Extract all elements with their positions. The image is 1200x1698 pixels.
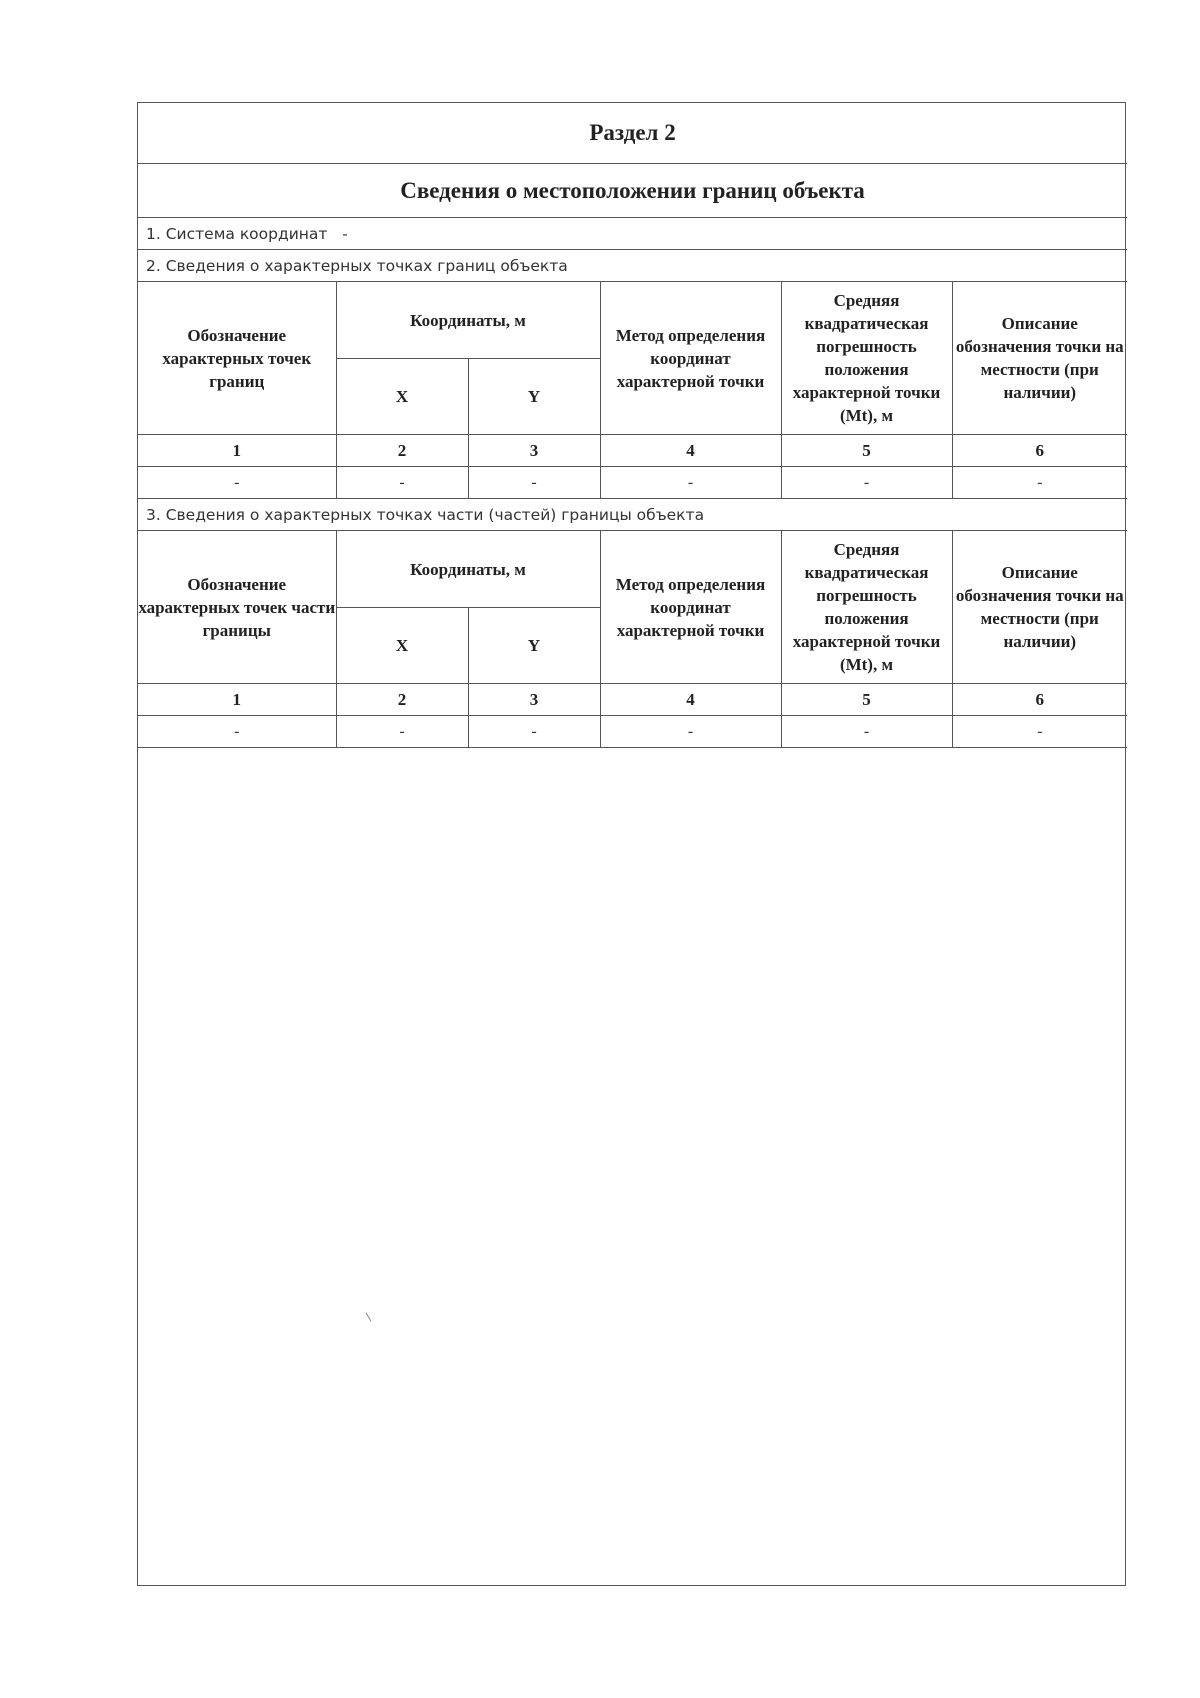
section-table xyxy=(138,103,1127,748)
table1-header-description: Описание обозначения точки на местности (при наличии) xyxy=(952,282,1127,435)
section-subtitle: Сведения о местоположении границ объекта xyxy=(138,164,1127,218)
table2-cell: - xyxy=(781,716,952,748)
table1-colnum: 5 xyxy=(781,435,952,467)
table2-colnum: 2 xyxy=(336,684,468,716)
table2-colnum: 4 xyxy=(600,684,781,716)
table1-header-designation: Обозначение характерных точек границ xyxy=(138,282,336,435)
table1-colnum: 3 xyxy=(468,435,600,467)
table2-column-numbers xyxy=(138,684,1127,716)
table1-header-x: X xyxy=(336,359,468,435)
table2-cell: - xyxy=(952,716,1127,748)
section-title: Раздел 2 xyxy=(138,103,1127,164)
table2-cell: - xyxy=(468,716,600,748)
document-frame xyxy=(137,102,1126,1586)
table2-colnum: 1 xyxy=(138,684,336,716)
table1-cell: - xyxy=(138,467,336,499)
table2-header-coordinates: Координаты, м xyxy=(336,531,600,608)
table2-header-designation: Обозначение характерных точек части границы xyxy=(138,531,336,684)
table2-header-x: X xyxy=(336,608,468,684)
table1-colnum: 1 xyxy=(138,435,336,467)
table1-cell: - xyxy=(952,467,1127,499)
table1-colnum: 2 xyxy=(336,435,468,467)
table2-caption: 3. Сведения о характерных точках части (частей) границы объекта xyxy=(138,499,1127,531)
table1-column-numbers xyxy=(138,435,1127,467)
table2-colnum: 6 xyxy=(952,684,1127,716)
coordinate-system-value: - xyxy=(342,224,348,243)
coordinate-system-row xyxy=(138,218,1127,250)
table2-header-description: Описание обозначения точки на местности (при наличии) xyxy=(952,531,1127,684)
table2-cell: - xyxy=(138,716,336,748)
table1-cell: - xyxy=(336,467,468,499)
table2-row xyxy=(138,716,1127,748)
table1-header-error: Средняя квадратическая погрешность положения характерной точки (Mt), м xyxy=(781,282,952,435)
table2-cell: - xyxy=(600,716,781,748)
table1-cell: - xyxy=(468,467,600,499)
table2-cell: - xyxy=(336,716,468,748)
table1-header-y: Y xyxy=(468,359,600,435)
table2-header-error: Средняя квадратическая погрешность положения характерной точки (Mt), м xyxy=(781,531,952,684)
table1-header-coordinates: Координаты, м xyxy=(336,282,600,359)
table2-header-y: Y xyxy=(468,608,600,684)
table2-colnum: 5 xyxy=(781,684,952,716)
coordinate-system-label: 1. Система координат xyxy=(146,224,328,243)
table2-colnum: 3 xyxy=(468,684,600,716)
table2-header-method: Метод определения координат характерной точки xyxy=(600,531,781,684)
table1-cell: - xyxy=(600,467,781,499)
table1-colnum: 4 xyxy=(600,435,781,467)
table1-header-method: Метод определения координат характерной точки xyxy=(600,282,781,435)
table1-cell: - xyxy=(781,467,952,499)
table1-row xyxy=(138,467,1127,499)
table1-caption: 2. Сведения о характерных точках границ объекта xyxy=(138,250,1127,282)
table1-colnum: 6 xyxy=(952,435,1127,467)
